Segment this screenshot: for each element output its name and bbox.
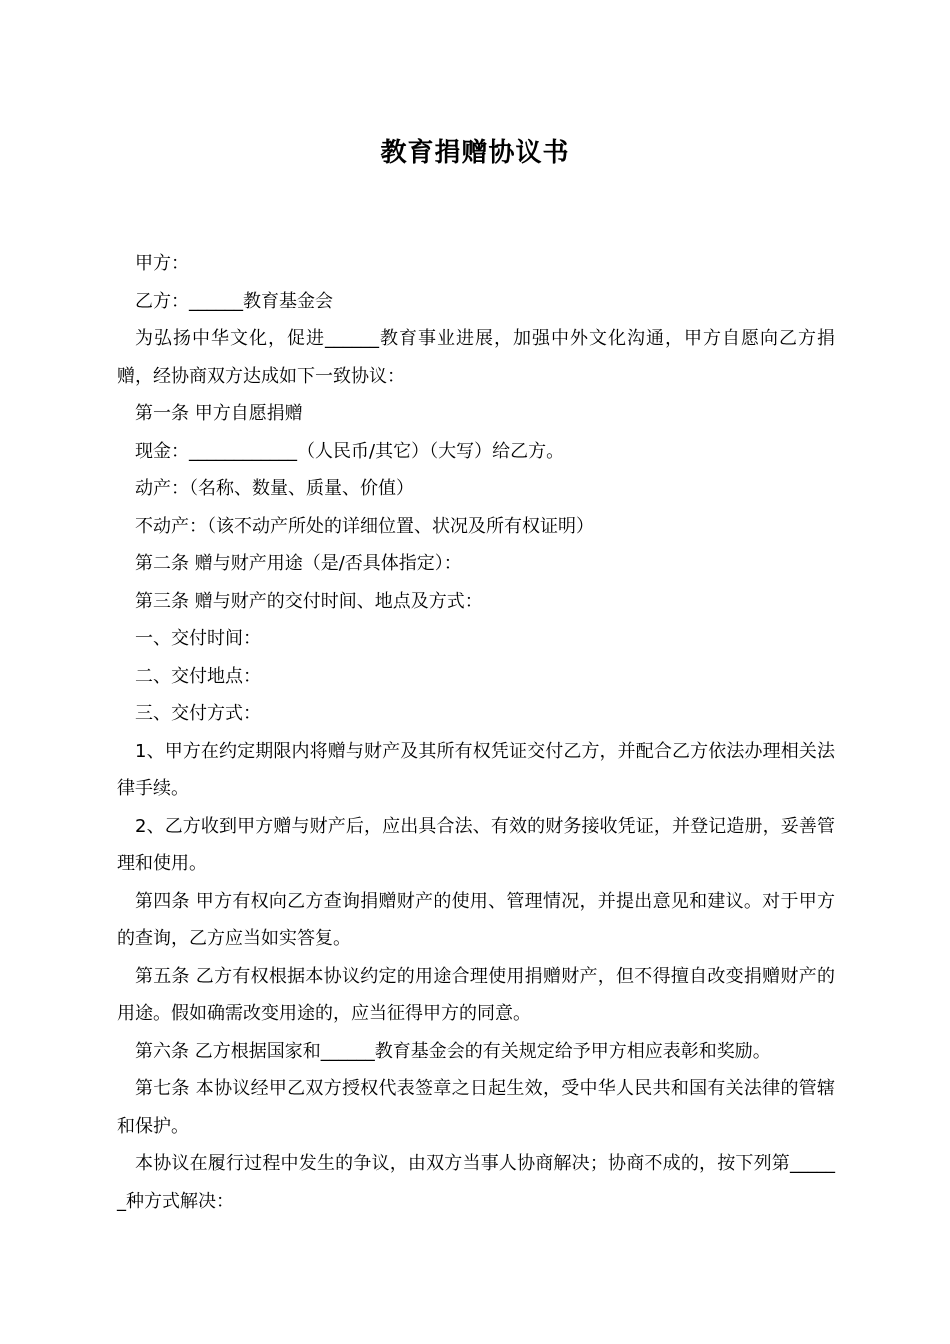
- paragraph-article-5: 第五条 乙方有权根据本协议约定的用途合理使用捐赠财产，但不得擅自改变捐赠财产的用途。假如确需改变用途的，应当征得甲方的同意。: [117, 965, 835, 1024]
- paragraph-article-6: 第六条 乙方根据国家和______教育基金会的有关规定给予甲方相应表彰和奖励。: [135, 1040, 771, 1062]
- paragraph-cash: 现金：____________（人民币/其它）（大写）给乙方。: [135, 440, 565, 462]
- paragraph-delivery-method: 三、交付方式：: [135, 703, 261, 724]
- paragraph-delivery-time: 一、交付时间：: [135, 628, 261, 649]
- paragraph-party-a: 甲方：: [135, 253, 189, 274]
- paragraph-party-b: 乙方：______教育基金会: [135, 290, 333, 312]
- paragraph-real-estate: 不动产：（该不动产所处的详细位置、状况及所有权证明）: [135, 515, 594, 537]
- paragraph-article-4: 第四条 甲方有权向乙方查询捐赠财产的使用、管理情况，并提出意见和建议。对于甲方的查询，乙方应当如实答复。: [117, 890, 835, 949]
- paragraph-article-1: 第一条 甲方自愿捐赠: [135, 403, 303, 424]
- paragraph-preamble: 为弘扬中华文化，促进______教育事业进展，加强中外文化沟通，甲方自愿向乙方捐赠，经协商双方达成如下一致协议：: [117, 328, 835, 387]
- paragraph-method-1: 1、甲方在约定期限内将赠与财产及其所有权凭证交付乙方，并配合乙方依法办理相关法律手续。: [117, 740, 835, 799]
- paragraph-method-2: 2、乙方收到甲方赠与财产后，应出具合法、有效的财务接收凭证，并登记造册，妥善管理和使用。: [117, 815, 835, 874]
- document-body: [117, 245, 835, 1220]
- paragraph-delivery-place: 二、交付地点：: [135, 665, 261, 687]
- paragraph-article-3: 第三条 赠与财产的交付时间、地点及方式：: [135, 590, 483, 612]
- paragraph-article-7: 第七条 本协议经甲乙双方授权代表签章之日起生效，受中华人民共和国有关法律的管辖和保护。: [117, 1078, 835, 1137]
- paragraph-movables: 动产：（名称、数量、质量、价值）: [135, 478, 414, 499]
- document-title: 教育捐赠协议书: [380, 138, 570, 168]
- paragraph-article-2: 第二条 赠与财产用途（是/否具体指定）：: [135, 553, 462, 574]
- paragraph-dispute: 本协议在履行过程中发生的争议，由双方当事人协商解决；协商不成的，按下列第______种方式解决：: [117, 1153, 835, 1212]
